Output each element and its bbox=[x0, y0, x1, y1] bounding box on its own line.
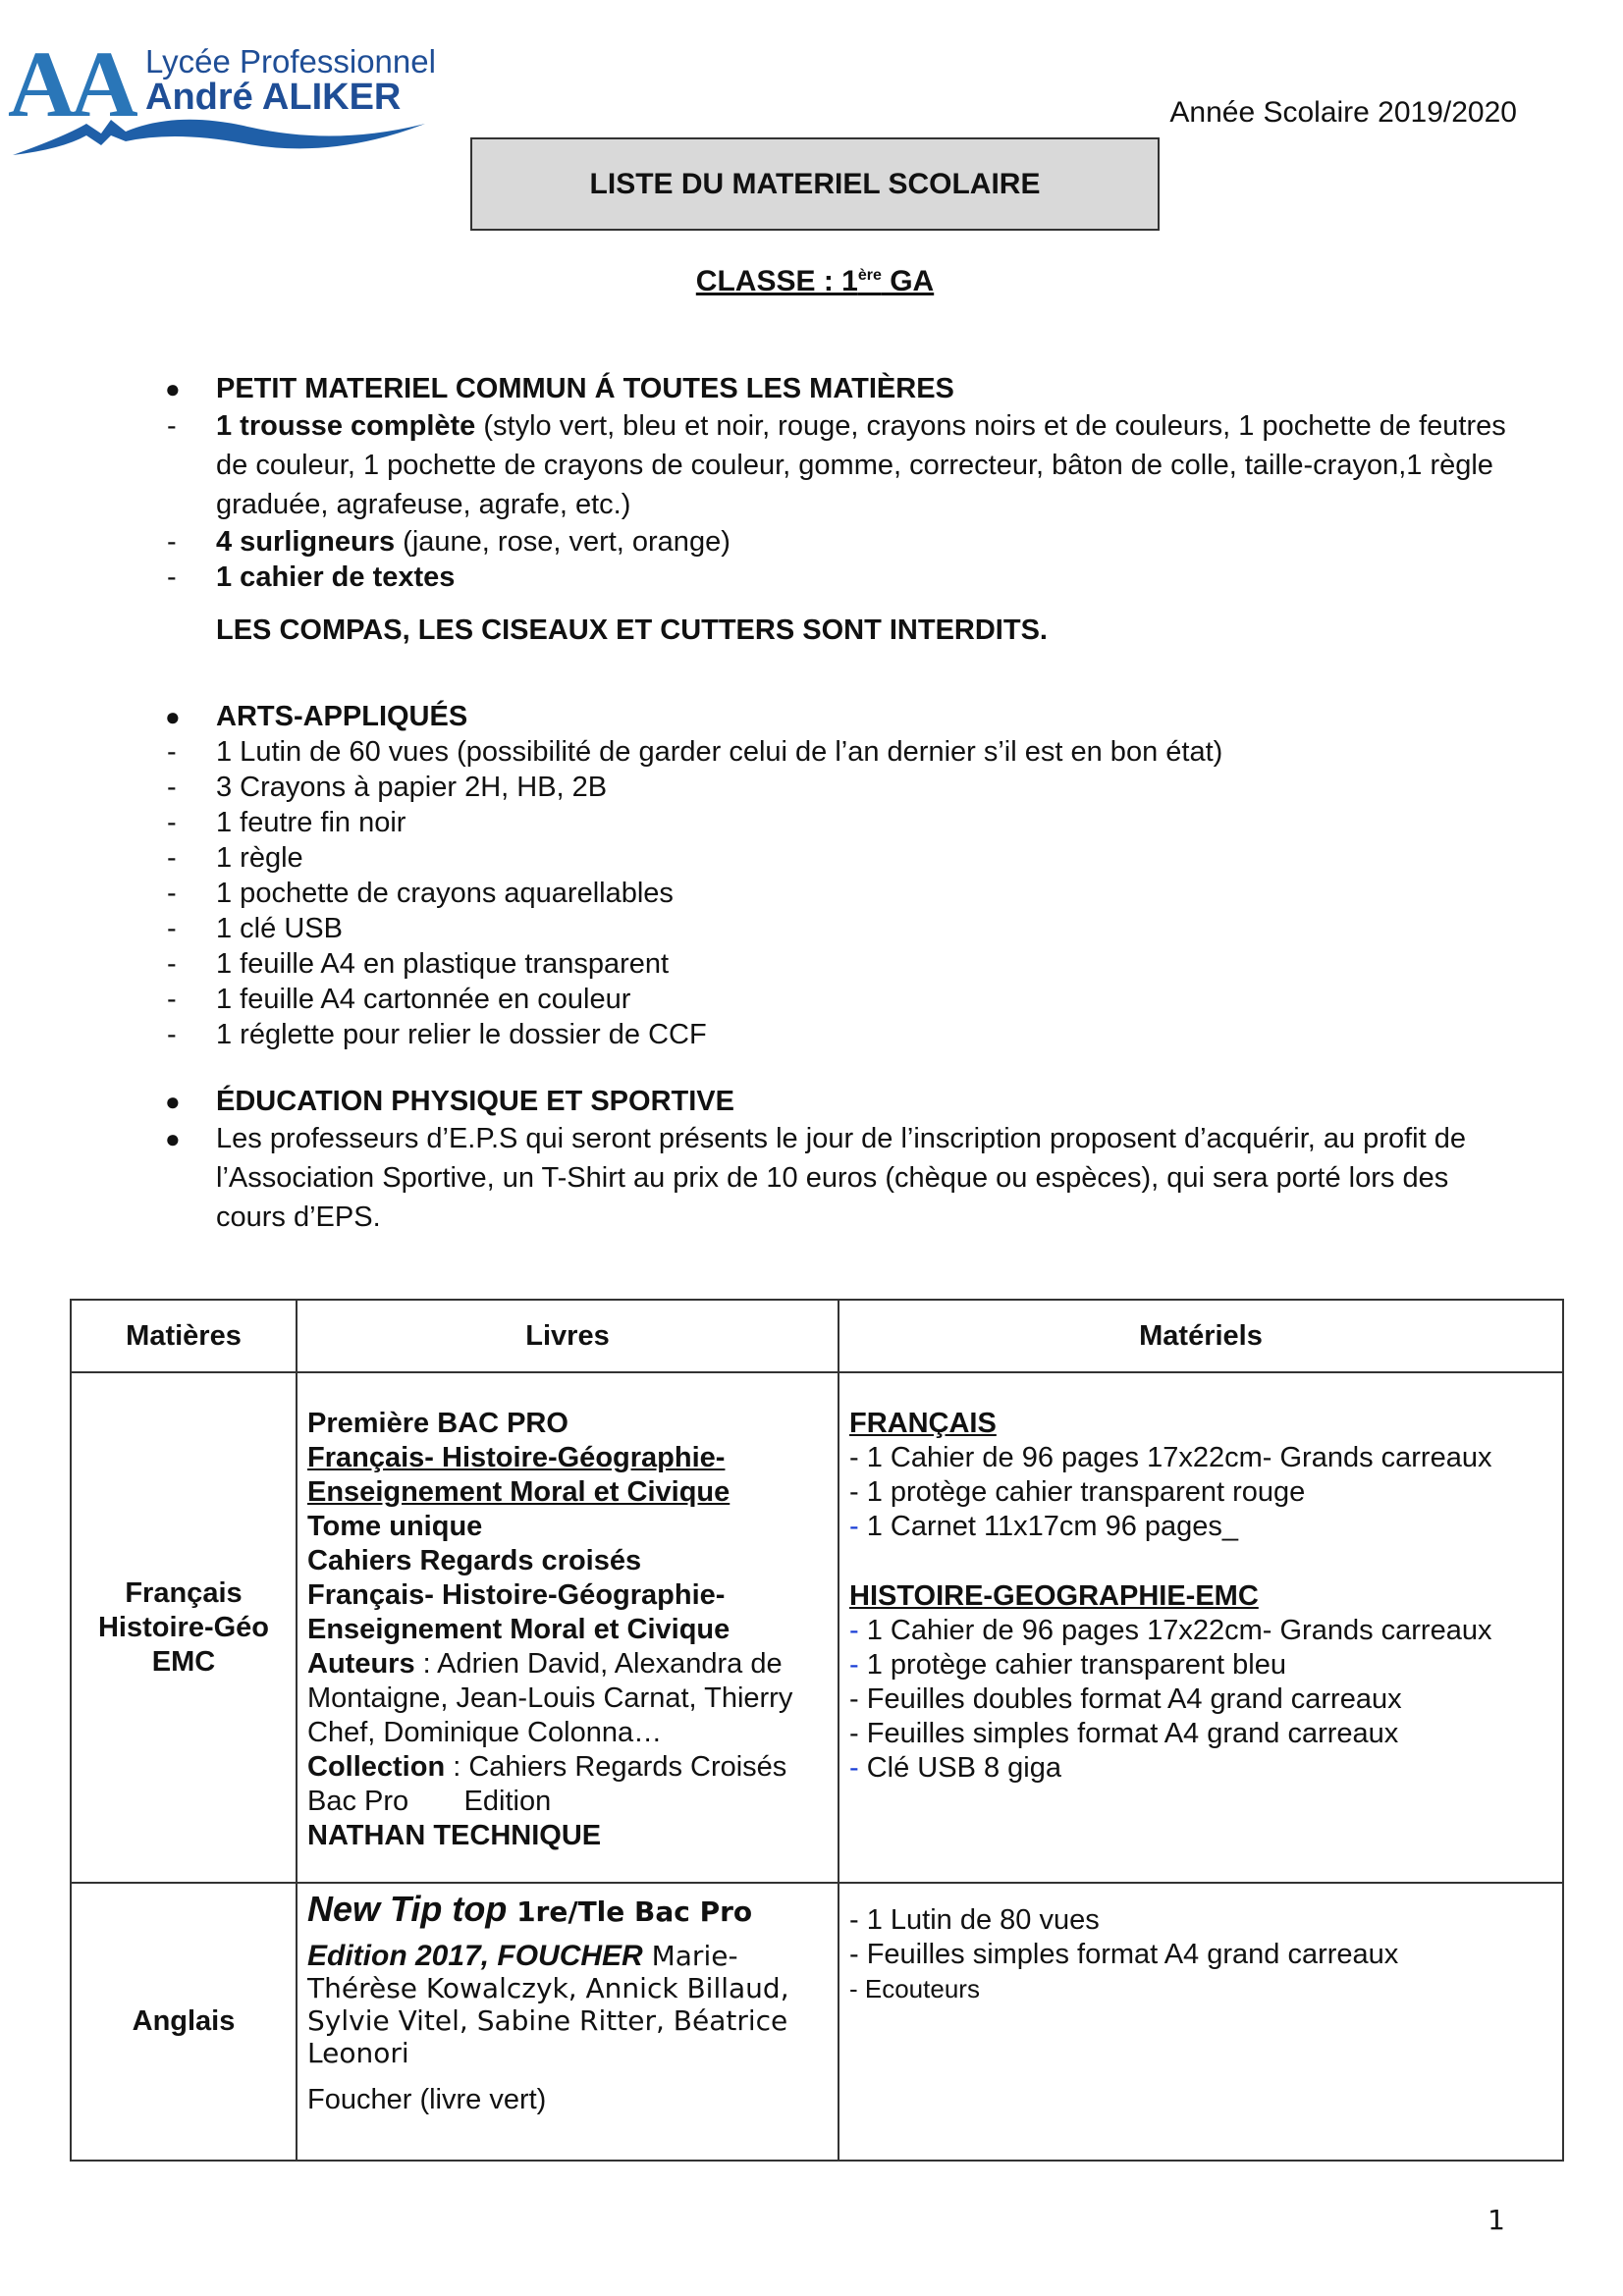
section-common bbox=[147, 371, 1522, 648]
books-cell: Première BAC PRO Français- Histoire-Géographie- Enseignement Moral et Civique Tome unique Cahiers Regards croisés Français- Histoire-Géographie- Enseignement Moral et Civique Auteurs : Adrien David, Alexandra de Montaigne, Jean-Louis Carnat, Thierry Chef, Dominique Colonna… Collection : Cahiers Regards Croisés Bac Pro Edition NATHAN TECHNIQUE bbox=[297, 1372, 839, 1883]
logo-monogram: AA bbox=[8, 31, 133, 136]
list-item: - 1 Cahier de 96 pages 17x22cm- Grands carreaux bbox=[849, 1442, 1492, 1473]
page-title: LISTE DU MATERIEL SCOLAIRE bbox=[470, 137, 1160, 231]
list-item: - 1 feutre fin noir bbox=[167, 807, 406, 838]
bullet-icon: ● bbox=[165, 374, 181, 403]
books-cell: New Tip top 1re/Tle Bac Pro Edition 2017, FOUCHER Marie-Thérèse Kowalczyk, Annick Billaud, Sylvie Vitel, Sabine Ritter, Béatrice Leonori Foucher (livre vert) bbox=[297, 1883, 839, 2161]
subject-cell: Anglais bbox=[71, 1883, 297, 2161]
bullet-icon: ● bbox=[165, 1087, 181, 1116]
col-header-subjects: Matières bbox=[71, 1300, 297, 1372]
class-label: CLASSE : 1ère GA bbox=[695, 265, 935, 297]
list-item: ● Les professeurs d’E.P.S qui seront présents le jour de l’inscription proposent d’acquérir, au profit de l’Association Sportive, un T-Shirt au prix de 10 euros (chèque ou espèces), qui sera porté lors des cours d’EPS. bbox=[147, 1119, 1522, 1237]
list-item: - 4 surligneurs (jaune, rose, vert, orange) bbox=[167, 526, 730, 558]
list-item: - 1 protège cahier transparent rouge bbox=[849, 1476, 1306, 1508]
list-item: - 1 feuille A4 en plastique transparent bbox=[167, 948, 670, 980]
section-heading: ● PETIT MATERIEL COMMUN Á TOUTES LES MATIÈRES bbox=[165, 373, 954, 404]
school-year: Année Scolaire 2019/2020 bbox=[1169, 96, 1517, 129]
school-logo bbox=[8, 31, 436, 155]
list-item: - 1 clé USB bbox=[167, 913, 343, 944]
bullet-icon: ● bbox=[165, 1124, 181, 1153]
table-row bbox=[71, 1372, 1563, 1883]
page-number: 1 bbox=[1488, 2204, 1505, 2236]
table-row bbox=[71, 1883, 1563, 2161]
supplies-table bbox=[70, 1299, 1564, 2162]
list-item: - 1 Carnet 11x17cm 96 pages_ bbox=[849, 1511, 1239, 1542]
warning-text: LES COMPAS, LES CISEAUX ET CUTTERS SONT INTERDITS. bbox=[216, 614, 1048, 646]
materials-cell bbox=[839, 1883, 1563, 2161]
col-header-books: Livres bbox=[297, 1300, 839, 1372]
list-item: - 1 Cahier de 96 pages 17x22cm- Grands carreaux bbox=[849, 1615, 1492, 1646]
list-item: - 1 règle bbox=[167, 842, 303, 874]
wave-icon bbox=[8, 106, 430, 165]
list-item: - 1 réglette pour relier le dossier de CCF bbox=[167, 1019, 707, 1050]
materials-cell: FRANÇAIS - 1 Cahier de 96 pages 17x22cm- Grands carreaux - 1 protège cahier transparent rouge - 1 Carnet 11x17cm 96 pages_ HISTOIRE-GEOGRAPHIE-EMC - 1 Cahier de 96 pages 17x22cm- Grands carreaux - 1 protège cahier transparent bleu - Feuilles doubles format A4 grand carreaux - Feuilles simples format A4 grand carreaux - Clé USB 8 giga bbox=[839, 1372, 1563, 1883]
list-item: - 1 feuille A4 cartonnée en couleur bbox=[167, 984, 631, 1015]
list-item: - 1 trousse complète (stylo vert, bleu et noir, rouge, crayons noirs et de couleurs, 1 pochette de feutres de couleur, 1 pochette de crayons de couleur, gomme, correcteur, bâton de colle, taille-crayon,1 règle graduée, agrafeuse, agrafe, etc.) bbox=[167, 410, 1506, 520]
list-item: - Feuilles simples format A4 grand carreaux bbox=[849, 1718, 1399, 1749]
list-item: - 1 protège cahier transparent bleu bbox=[849, 1649, 1286, 1681]
list-item: - 1 cahier de textes bbox=[167, 561, 456, 593]
section-arts bbox=[147, 699, 1522, 1052]
list-item: - 1 pochette de crayons aquarellables bbox=[167, 878, 674, 909]
col-header-materials: Matériels bbox=[839, 1300, 1563, 1372]
bullet-icon: ● bbox=[165, 702, 181, 731]
section-eps bbox=[147, 1084, 1522, 1237]
list-item: - Ecouteurs bbox=[849, 1974, 980, 2003]
subject-cell: Français Histoire-Géo EMC bbox=[71, 1372, 297, 1883]
logo-line2: André ALIKER bbox=[145, 77, 402, 118]
list-item: - 1 Lutin de 60 vues (possibilité de garder celui de l’an dernier s’il est en bon état) bbox=[167, 736, 1223, 768]
list-item: - 3 Crayons à papier 2H, HB, 2B bbox=[167, 772, 608, 803]
section-heading: ● ARTS-APPLIQUÉS bbox=[165, 701, 468, 732]
logo-line1: Lycée Professionnel bbox=[145, 43, 436, 80]
list-item: - Feuilles doubles format A4 grand carreaux bbox=[849, 1683, 1402, 1715]
section-heading: ● ÉDUCATION PHYSIQUE ET SPORTIVE bbox=[165, 1086, 734, 1117]
table-header-row bbox=[71, 1300, 1563, 1372]
list-item: - 1 Lutin de 80 vues bbox=[849, 1904, 1100, 1936]
list-item: - Feuilles simples format A4 grand carreaux bbox=[849, 1939, 1399, 1970]
list-item: - Clé USB 8 giga bbox=[849, 1752, 1061, 1784]
